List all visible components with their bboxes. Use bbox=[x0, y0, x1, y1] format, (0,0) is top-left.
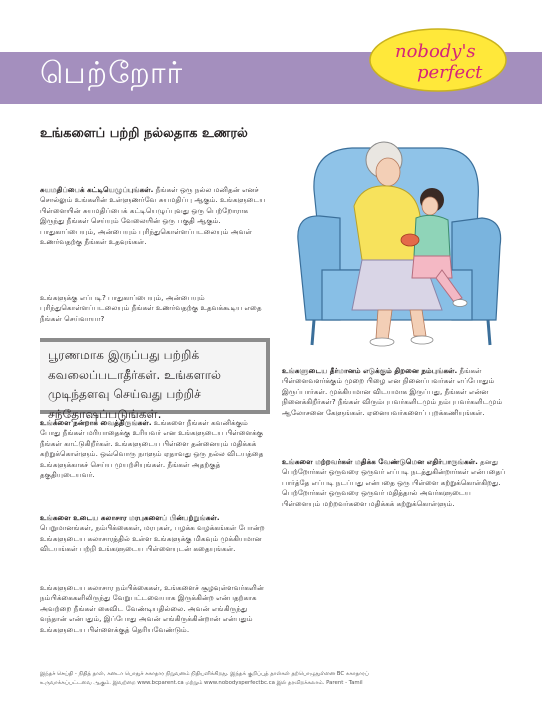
footer-line: உருவாக்கப்பட்டவை ஆகும். இவற்றை www.bcparent.ca மற்றும் www.nobodysperfectbc.ca இல் தரவிறக்கலாம். Parent - Tamil bbox=[40, 680, 363, 686]
paragraph-body: தனது பெற்றோர்கள் ஒருவரை ஒருவர் எப்படி நடத்துகின்றார்கள் என்பதைப் பார்த்தே எப்படி நடப்பது என்பதை ஒரு பிள்ளை கற்றுக்கொள்கிறது. பெற்றோர்கள் ஒருவரை ஒருவர் மதித்தால் அவர்களுடைய பிள்ளையும் மற்றவர்களை மதிக்கக் கற்றுக்கொள்ளும். bbox=[282, 457, 506, 508]
paragraph-culture-beliefs bbox=[40, 583, 266, 635]
paragraph-body: உங்களுக்கு எப்படி? பாதுகாப்பையும், அன்பையும் புரிந்துகொள்ளப்படலையும் நீங்கள் உணர்வதற்கு உதவக்கூடிய எதை நீங்கள் செய்வாயா? bbox=[40, 293, 262, 323]
paragraph-lead: உங்களை மற்றவர்கள் மதிக்க வேண்டுமென எதிர்பாருங்கள். bbox=[282, 457, 478, 466]
section-heading: உங்களைப் பற்றி நல்லதாக உணரல் bbox=[40, 126, 248, 141]
paragraph-question bbox=[40, 293, 266, 324]
paragraph-lead: உங்களுடைய தீர்மானம் எடுக்கும் திறனை நம்புங்கள். bbox=[282, 366, 458, 375]
grandmother-child-illustration bbox=[292, 120, 508, 360]
paragraph-body: பெறுமானங்கள், நம்பிக்கைகள், மரபுகள், பழக்க வழக்கங்கள் போன்ற உங்களுடைய கலாசாரத்தில் உள்ள உங்களுக்கு மிகவும் முக்கியமான விடயங்கள் பற்றி உங்களுடைய பிள்ளையுடன் கதையுங்கள். bbox=[40, 523, 265, 554]
logo-line2: perfect bbox=[417, 62, 483, 83]
paragraph-lead: உங்களை உடைய கலாசார மரபுகளைப் பின்பற்றுங்கள். bbox=[40, 513, 220, 522]
paragraph-lead: உங்களை நன்றாக வைத்திருங்கள். bbox=[40, 418, 152, 427]
paragraph-body: நீங்கள் ஒரு நல்ல மனிதன் எனச் சொல்லும் உங்களின் உள்ளுணர்வே சுயமதிப்பு ஆகும். உங்களுடைய பிள்ளையின் சுயமதிப்பைக் கட்டியெழுப்புவது ஒரு பெற்றோராக இருந்து நீங்கள் செய்யும் வேலையின் ஒரு பகுதி ஆகும். பாதுகாப்பையும், அன்பையும் புரிந்துகொள்ளப்படலையும் அவள் உணர்வதற்கு நீங்கள் உதவுங்கள். bbox=[40, 185, 266, 247]
paragraph-body: உங்களுடைய கலாசார நம்பிக்கைகள், உங்களைச் சூழவுள்ளவர்களின் நம்பிக்கைகளிலிருந்து வேறுபட்டவையாக இருக்கின்ற என்பதற்காக அவற்றை நீங்கள் கைவிட வேண்டியதில்லை. அவன் எங்கிருந்து வந்தான் என்பதும், இப்போது அவன் எங்கிருக்கின்றான் என்பதும் உங்களுடைய பிள்ளைக்குத் தெரியவேண்டும். bbox=[40, 583, 264, 634]
paragraph-care-yourself bbox=[40, 418, 266, 480]
paragraph-respect bbox=[282, 457, 508, 509]
callout-text: பூரணமாக இருப்பது பற்றிக் கவலைப்படாதீர்கள். உங்களால் முடிந்தளவு செய்வது பற்றிச் சந்தோஷப்படுங்கள். bbox=[48, 348, 222, 421]
logo-line1: nobody's bbox=[395, 41, 476, 62]
paragraph-decisions bbox=[282, 366, 508, 418]
paragraph-culture bbox=[40, 513, 266, 555]
nobodys-perfect-logo bbox=[365, 24, 511, 96]
page-title: பெற்றோர் bbox=[40, 56, 184, 91]
paragraph-self-esteem bbox=[40, 185, 266, 247]
paragraph-lead: சுயமதிப்பைக் கட்டியெழுப்புங்கள். bbox=[40, 185, 154, 194]
footer-line: இந்தச் செய்தி - நிதித் தாள், கனடா பொதுச் சுகாதார நிறுவனம் நிதியளிக்கிறது. இந்தக் குறிப்புத் தாள்கள் தற்பொழுதுள்ளன BC சுகாதாரப் bbox=[40, 671, 369, 677]
callout-box bbox=[40, 338, 270, 421]
paragraph-body: உங்களை நீங்கள் கவனிக்கும் போது நீங்கள் மரியாதைக்கு உரியவர் என உங்களுடைய பிள்ளைக்கு நீங்கள் காட்டுகிறீர்கள். உங்களுடைய பிள்ளை தன்னையும் மதிக்கக் கற்றுக்கொள்ளும். ஒவ்வொரு நாளும் ஏதாவது ஒரு நல்ல விடயத்தை உங்களுக்காகச் செய்ய முயற்சியுங்கள். நீங்கள் அதற்குத் தகுதியுடையவர். bbox=[40, 418, 264, 480]
paragraph-body: நீங்கள் பிள்ளைவளர்க்கும் முறை பிழை என நினைப்பவர்கள் எப்போதும் இருப்பார்கள். முக்கியமான விடயமாக இருப்பது, நீங்கள் என்ன நினைக்கிறீர்கள்? நீங்கள் விரும்புபவர்களிடமும் நம்புபவர்களிடமும் ஆலோசனை கேளுங்கள். ஏனையவர்களைப் புறக்கணியுங்கள். bbox=[282, 366, 503, 417]
footer bbox=[40, 670, 510, 688]
